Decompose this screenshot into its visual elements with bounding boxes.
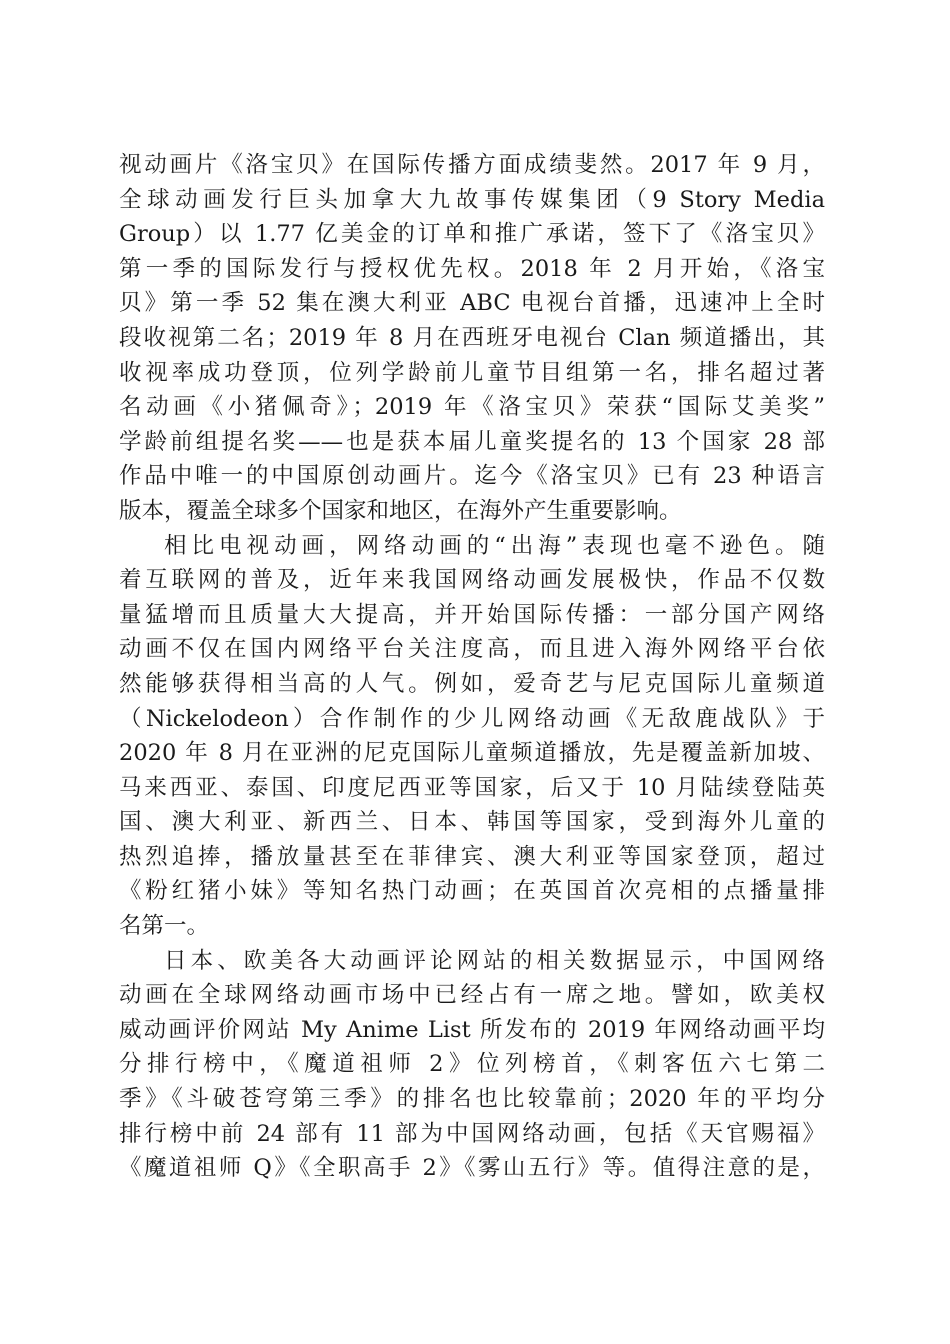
text-line: 马来西亚、泰国、印度尼西亚等国家，后又于 10 月陆续登陆英 — [119, 774, 825, 801]
text-line: 名第一。 — [119, 913, 210, 940]
text-line: 日本、欧美各大动画评论网站的相关数据显示，中国网络 — [164, 947, 825, 974]
text-line: 作品中唯一的中国原创动画片。迄今《洛宝贝》已有 23 种语言 — [119, 463, 825, 490]
text-line: 动画在全球网络动画市场中已经占有一席之地。譬如，欧美权 — [119, 982, 825, 1009]
text-line: 然能够获得相当高的人气。例如，爱奇艺与尼克国际儿童频道 — [119, 670, 825, 697]
text-line: 第一季的国际发行与授权优先权。2018 年 2 月开始，《洛宝 — [119, 255, 825, 282]
text-line: 动画不仅在国内网络平台关注度高，而且进入海外网络平台依 — [119, 636, 825, 663]
text-line: 分排行榜中，《魔道祖师 2》位列榜首，《刺客伍六七第二 — [119, 1051, 825, 1078]
paragraph-1 — [119, 148, 825, 529]
text-line: 热烈追捧，播放量甚至在菲律宾、澳大利亚等国家登顶，超过 — [119, 843, 825, 870]
text-line: 国、澳大利亚、新西兰、日本、韩国等国家，受到海外儿童的 — [119, 809, 825, 836]
text-line: 相比电视动画，网络动画的“出海”表现也毫不逊色。随 — [164, 532, 825, 559]
paragraph-3 — [119, 944, 825, 1186]
text-line: 名动画《小猪佩奇》；2019 年《洛宝贝》荣获“国际艾美奖” — [119, 394, 825, 421]
text-line: 《魔道祖师 Q》《全职高手 2》《雾山五行》等。值得注意的是， — [119, 1155, 825, 1182]
text-line: （Nickelodeon）合作制作的少儿网络动画《无敌鹿战队》于 — [119, 705, 825, 732]
text-line: 贝》第一季 52 集在澳大利亚 ABC 电视台首播，迅速冲上全时 — [119, 290, 825, 317]
text-line: 量猛增而且质量大大提高，并开始国际传播：一部分国产网络 — [119, 601, 825, 628]
text-line: Group）以 1.77 亿美金的订单和推广承诺，签下了《洛宝贝》 — [119, 221, 825, 248]
text-line: 《粉红猪小妹》等知名热门动画；在英国首次亮相的点播量排 — [119, 878, 825, 905]
text-line: 威动画评价网站 My Anime List 所发布的 2019 年网络动画平均 — [119, 1016, 825, 1043]
text-line: 视动画片《洛宝贝》在国际传播方面成绩斐然。2017 年 9 月， — [119, 152, 825, 178]
text-line: 排行榜中前 24 部有 11 部为中国网络动画，包括《天官赐福》 — [119, 1120, 825, 1147]
text-line: 季》《斗破苍穹第三季》的排名也比较靠前；2020 年的平均分 — [119, 1086, 825, 1113]
text-line: 2020 年 8 月在亚洲的尼克国际儿童频道播放，先是覆盖新加坡、 — [119, 740, 825, 767]
text-line: 版本，覆盖全球多个国家和地区，在海外产生重要影响。 — [119, 497, 682, 524]
paragraph-2 — [119, 529, 825, 944]
text-line: 全球动画发行巨头加拿大九故事传媒集团（9 Story Media — [119, 186, 825, 213]
text-line: 收视率成功登顶，位列学龄前儿童节目组第一名，排名超过著 — [119, 359, 825, 386]
body-text — [119, 148, 825, 1186]
text-line: 段收视第二名；2019 年 8 月在西班牙电视台 Clan 频道播出，其 — [119, 324, 825, 351]
text-line: 着互联网的普及，近年来我国网络动画发展极快，作品不仅数 — [119, 567, 825, 594]
text-line: 学龄前组提名奖——也是获本届儿童奖提名的 13 个国家 28 部 — [119, 428, 825, 455]
